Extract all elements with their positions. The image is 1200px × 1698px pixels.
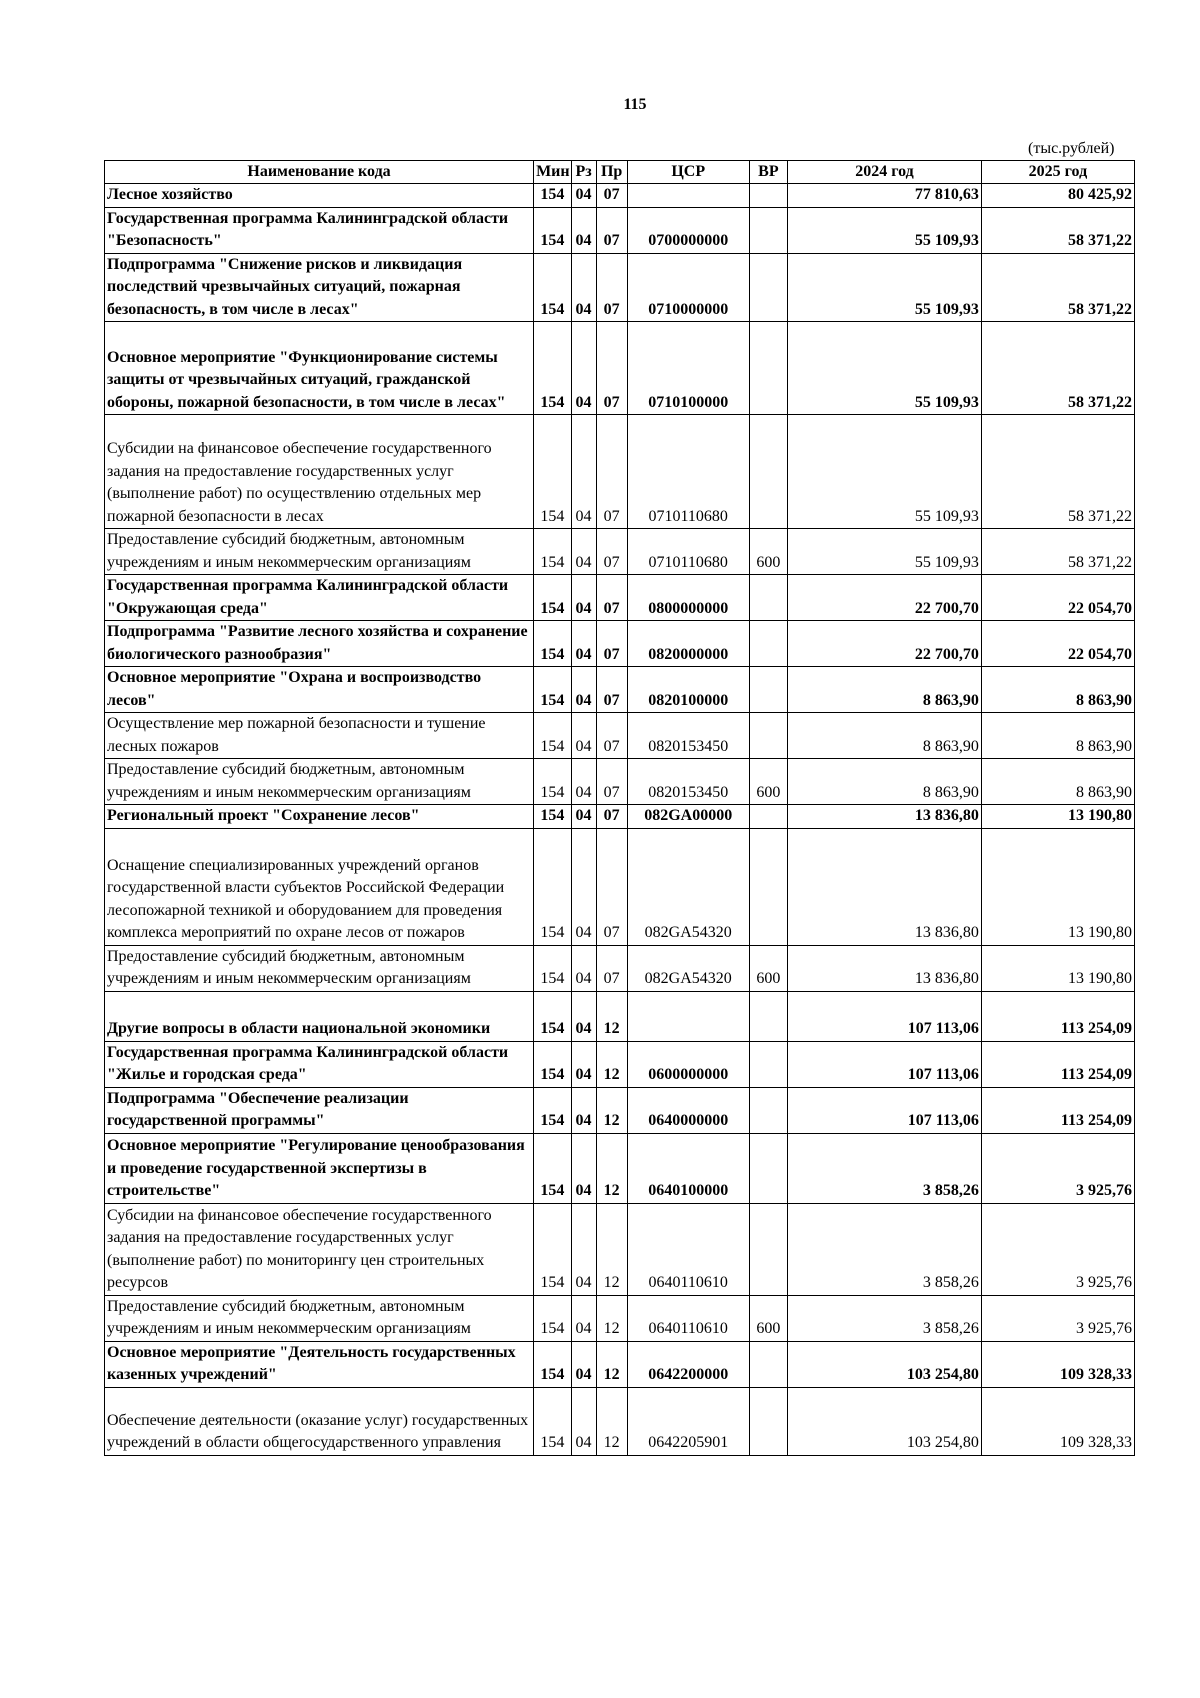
cell-csr: 0710110680 xyxy=(627,415,749,529)
cell-name: Государственная программа Калининградской области "Окружающая среда" xyxy=(105,575,534,621)
cell-csr: 0820153450 xyxy=(627,713,749,759)
cell-pr: 07 xyxy=(596,207,627,253)
cell-csr: 082GA00000 xyxy=(627,805,749,829)
cell-2025: 13 190,80 xyxy=(981,828,1134,945)
cell-pr: 07 xyxy=(596,253,627,322)
cell-name: Предоставление субсидий бюджетным, автономным учреждениям и иным некоммерческим организациям xyxy=(105,759,534,805)
cell-2025: 58 371,22 xyxy=(981,529,1134,575)
table-row xyxy=(105,1295,1135,1341)
cell-rz: 04 xyxy=(571,759,596,805)
cell-rz: 04 xyxy=(571,1203,596,1295)
table-row xyxy=(105,575,1135,621)
header-2025: 2025 год xyxy=(981,161,1134,184)
table-row xyxy=(105,1041,1135,1087)
cell-pr: 12 xyxy=(596,1295,627,1341)
header-2024: 2024 год xyxy=(788,161,982,184)
cell-vr xyxy=(749,805,788,829)
cell-csr: 082GA54320 xyxy=(627,945,749,991)
cell-csr: 082GA54320 xyxy=(627,828,749,945)
cell-csr: 0640110610 xyxy=(627,1203,749,1295)
cell-name: Государственная программа Калининградской области "Безопасность" xyxy=(105,207,534,253)
table-row xyxy=(105,621,1135,667)
header-name: Наименование кода xyxy=(105,161,534,184)
cell-min: 154 xyxy=(534,945,571,991)
table-row xyxy=(105,207,1135,253)
table-row xyxy=(105,253,1135,322)
cell-rz: 04 xyxy=(571,253,596,322)
cell-name: Государственная программа Калининградской области "Жилье и городская среда" xyxy=(105,1041,534,1087)
cell-pr: 07 xyxy=(596,529,627,575)
table-row xyxy=(105,184,1135,208)
cell-vr xyxy=(749,575,788,621)
cell-csr xyxy=(627,184,749,208)
cell-2025: 113 254,09 xyxy=(981,991,1134,1041)
cell-pr: 07 xyxy=(596,805,627,829)
cell-name: Региональный проект "Сохранение лесов" xyxy=(105,805,534,829)
cell-vr xyxy=(749,253,788,322)
cell-rz: 04 xyxy=(571,1041,596,1087)
cell-vr xyxy=(749,667,788,713)
cell-2025: 109 328,33 xyxy=(981,1387,1134,1455)
cell-rz: 04 xyxy=(571,415,596,529)
cell-2025: 8 863,90 xyxy=(981,667,1134,713)
cell-2024: 22 700,70 xyxy=(788,621,982,667)
cell-2024: 107 113,06 xyxy=(788,1087,982,1133)
cell-rz: 04 xyxy=(571,207,596,253)
cell-pr: 12 xyxy=(596,1041,627,1087)
cell-2025: 3 925,76 xyxy=(981,1295,1134,1341)
cell-min: 154 xyxy=(534,184,571,208)
cell-min: 154 xyxy=(534,1133,571,1203)
cell-name: Подпрограмма "Развитие лесного хозяйства и сохранение биологического разнообразия" xyxy=(105,621,534,667)
cell-2024: 107 113,06 xyxy=(788,991,982,1041)
cell-vr: 600 xyxy=(749,945,788,991)
cell-min: 154 xyxy=(534,253,571,322)
cell-rz: 04 xyxy=(571,1133,596,1203)
cell-rz: 04 xyxy=(571,945,596,991)
cell-2024: 103 254,80 xyxy=(788,1341,982,1387)
cell-min: 154 xyxy=(534,805,571,829)
cell-2025: 22 054,70 xyxy=(981,621,1134,667)
table-row xyxy=(105,667,1135,713)
cell-csr: 0820153450 xyxy=(627,759,749,805)
table-row xyxy=(105,415,1135,529)
cell-vr xyxy=(749,828,788,945)
cell-name: Подпрограмма "Обеспечение реализации государственной программы" xyxy=(105,1087,534,1133)
cell-name: Лесное хозяйство xyxy=(105,184,534,208)
cell-rz: 04 xyxy=(571,322,596,415)
cell-csr: 0640110610 xyxy=(627,1295,749,1341)
table-row xyxy=(105,1387,1135,1455)
cell-min: 154 xyxy=(534,828,571,945)
cell-2024: 103 254,80 xyxy=(788,1387,982,1455)
cell-vr xyxy=(749,1203,788,1295)
cell-vr: 600 xyxy=(749,529,788,575)
cell-name: Основное мероприятие "Деятельность государственных казенных учреждений" xyxy=(105,1341,534,1387)
cell-name: Основное мероприятие "Регулирование ценообразования и проведение государственной экспертизы в строительстве" xyxy=(105,1133,534,1203)
page-number: 115 xyxy=(623,96,647,113)
cell-2025: 3 925,76 xyxy=(981,1133,1134,1203)
cell-2024: 3 858,26 xyxy=(788,1203,982,1295)
cell-2024: 8 863,90 xyxy=(788,713,982,759)
cell-rz: 04 xyxy=(571,713,596,759)
cell-rz: 04 xyxy=(571,828,596,945)
table-header-row xyxy=(105,161,1135,184)
header-vr: ВР xyxy=(749,161,788,184)
cell-csr xyxy=(627,991,749,1041)
cell-min: 154 xyxy=(534,621,571,667)
cell-2024: 77 810,63 xyxy=(788,184,982,208)
table-row xyxy=(105,713,1135,759)
cell-min: 154 xyxy=(534,713,571,759)
cell-2025: 22 054,70 xyxy=(981,575,1134,621)
cell-pr: 07 xyxy=(596,621,627,667)
cell-csr: 0820000000 xyxy=(627,621,749,667)
table-row xyxy=(105,759,1135,805)
cell-vr xyxy=(749,415,788,529)
cell-2025: 58 371,22 xyxy=(981,253,1134,322)
cell-csr: 0642205901 xyxy=(627,1387,749,1455)
cell-rz: 04 xyxy=(571,529,596,575)
cell-2024: 55 109,93 xyxy=(788,322,982,415)
cell-pr: 12 xyxy=(596,1341,627,1387)
cell-pr: 07 xyxy=(596,828,627,945)
cell-pr: 07 xyxy=(596,575,627,621)
cell-min: 154 xyxy=(534,529,571,575)
cell-rz: 04 xyxy=(571,184,596,208)
cell-vr xyxy=(749,1341,788,1387)
units-note: (тыс.рублей) xyxy=(1028,140,1115,157)
cell-rz: 04 xyxy=(571,1295,596,1341)
cell-vr xyxy=(749,207,788,253)
cell-2025: 13 190,80 xyxy=(981,805,1134,829)
cell-vr xyxy=(749,184,788,208)
cell-pr: 12 xyxy=(596,991,627,1041)
cell-2025: 109 328,33 xyxy=(981,1341,1134,1387)
table-row xyxy=(105,322,1135,415)
cell-2024: 55 109,93 xyxy=(788,207,982,253)
cell-2025: 8 863,90 xyxy=(981,759,1134,805)
header-pr: Пр xyxy=(596,161,627,184)
cell-min: 154 xyxy=(534,667,571,713)
cell-min: 154 xyxy=(534,1387,571,1455)
cell-csr: 0800000000 xyxy=(627,575,749,621)
cell-2025: 113 254,09 xyxy=(981,1041,1134,1087)
cell-rz: 04 xyxy=(571,1087,596,1133)
cell-min: 154 xyxy=(534,991,571,1041)
cell-pr: 07 xyxy=(596,759,627,805)
cell-2025: 80 425,92 xyxy=(981,184,1134,208)
cell-2025: 58 371,22 xyxy=(981,322,1134,415)
cell-min: 154 xyxy=(534,322,571,415)
cell-vr: 600 xyxy=(749,759,788,805)
cell-2025: 113 254,09 xyxy=(981,1087,1134,1133)
cell-rz: 04 xyxy=(571,575,596,621)
cell-pr: 07 xyxy=(596,667,627,713)
table-row xyxy=(105,1341,1135,1387)
table-row xyxy=(105,828,1135,945)
cell-min: 154 xyxy=(534,1041,571,1087)
table-row xyxy=(105,1203,1135,1295)
cell-csr: 0600000000 xyxy=(627,1041,749,1087)
cell-pr: 07 xyxy=(596,415,627,529)
table-row xyxy=(105,991,1135,1041)
cell-vr xyxy=(749,1087,788,1133)
cell-rz: 04 xyxy=(571,1341,596,1387)
cell-min: 154 xyxy=(534,207,571,253)
cell-name: Оснащение специализированных учреждений органов государственной власти субъектов Российской Федерации лесопожарной техникой и оборудованием для проведения комплекса мероприятий по охране лесов от пожаров xyxy=(105,828,534,945)
cell-name: Обеспечение деятельности (оказание услуг) государственных учреждений в области общегосударственного управления xyxy=(105,1387,534,1455)
cell-pr: 12 xyxy=(596,1203,627,1295)
cell-csr: 0642200000 xyxy=(627,1341,749,1387)
cell-name: Осуществление мер пожарной безопасности и тушение лесных пожаров xyxy=(105,713,534,759)
header-rz: Рз xyxy=(571,161,596,184)
cell-min: 154 xyxy=(534,759,571,805)
cell-name: Основное мероприятие "Охрана и воспроизводство лесов" xyxy=(105,667,534,713)
cell-pr: 12 xyxy=(596,1133,627,1203)
header-min: Мин xyxy=(534,161,571,184)
cell-min: 154 xyxy=(534,415,571,529)
cell-name: Субсидии на финансовое обеспечение государственного задания на предоставление государственных услуг (выполнение работ) по мониторингу цен строительных ресурсов xyxy=(105,1203,534,1295)
cell-min: 154 xyxy=(534,575,571,621)
cell-rz: 04 xyxy=(571,621,596,667)
cell-vr xyxy=(749,322,788,415)
cell-csr: 0700000000 xyxy=(627,207,749,253)
cell-2024: 55 109,93 xyxy=(788,415,982,529)
cell-name: Другие вопросы в области национальной экономики xyxy=(105,991,534,1041)
cell-name: Подпрограмма "Снижение рисков и ликвидация последствий чрезвычайных ситуаций, пожарная безопасность, в том числе в лесах" xyxy=(105,253,534,322)
cell-vr: 600 xyxy=(749,1295,788,1341)
cell-vr xyxy=(749,991,788,1041)
cell-csr: 0710110680 xyxy=(627,529,749,575)
cell-min: 154 xyxy=(534,1087,571,1133)
table-row xyxy=(105,1133,1135,1203)
cell-vr xyxy=(749,713,788,759)
table-row xyxy=(105,1087,1135,1133)
cell-pr: 07 xyxy=(596,945,627,991)
cell-min: 154 xyxy=(534,1341,571,1387)
cell-2024: 3 858,26 xyxy=(788,1133,982,1203)
cell-2024: 8 863,90 xyxy=(788,667,982,713)
cell-pr: 12 xyxy=(596,1387,627,1455)
cell-min: 154 xyxy=(534,1295,571,1341)
cell-2024: 13 836,80 xyxy=(788,945,982,991)
cell-rz: 04 xyxy=(571,805,596,829)
header-csr: ЦСР xyxy=(627,161,749,184)
cell-name: Предоставление субсидий бюджетным, автономным учреждениям и иным некоммерческим организациям xyxy=(105,945,534,991)
cell-csr: 0820100000 xyxy=(627,667,749,713)
cell-pr: 07 xyxy=(596,322,627,415)
cell-vr xyxy=(749,1387,788,1455)
cell-2025: 8 863,90 xyxy=(981,713,1134,759)
cell-rz: 04 xyxy=(571,667,596,713)
cell-pr: 07 xyxy=(596,713,627,759)
cell-vr xyxy=(749,1133,788,1203)
cell-rz: 04 xyxy=(571,1387,596,1455)
cell-name: Основное мероприятие "Функционирование системы защиты от чрезвычайных ситуаций, гражданской обороны, пожарной безопасности, в том числе в лесах" xyxy=(105,322,534,415)
table-row xyxy=(105,529,1135,575)
cell-2024: 8 863,90 xyxy=(788,759,982,805)
table-row xyxy=(105,945,1135,991)
cell-csr: 0710100000 xyxy=(627,322,749,415)
cell-2024: 55 109,93 xyxy=(788,253,982,322)
cell-2024: 13 836,80 xyxy=(788,805,982,829)
cell-vr xyxy=(749,1041,788,1087)
cell-2025: 13 190,80 xyxy=(981,945,1134,991)
table-row xyxy=(105,805,1135,829)
cell-2024: 55 109,93 xyxy=(788,529,982,575)
cell-min: 154 xyxy=(534,1203,571,1295)
cell-vr xyxy=(749,621,788,667)
cell-2024: 22 700,70 xyxy=(788,575,982,621)
cell-2025: 3 925,76 xyxy=(981,1203,1134,1295)
budget-table xyxy=(104,160,1135,1456)
cell-name: Предоставление субсидий бюджетным, автономным учреждениям и иным некоммерческим организациям xyxy=(105,1295,534,1341)
cell-csr: 0710000000 xyxy=(627,253,749,322)
cell-2024: 13 836,80 xyxy=(788,828,982,945)
cell-name: Субсидии на финансовое обеспечение государственного задания на предоставление государственных услуг (выполнение работ) по осуществлению отдельных мер пожарной безопасности в лесах xyxy=(105,415,534,529)
cell-name: Предоставление субсидий бюджетным, автономным учреждениям и иным некоммерческим организациям xyxy=(105,529,534,575)
cell-2024: 3 858,26 xyxy=(788,1295,982,1341)
cell-2025: 58 371,22 xyxy=(981,207,1134,253)
cell-rz: 04 xyxy=(571,991,596,1041)
cell-2025: 58 371,22 xyxy=(981,415,1134,529)
cell-csr: 0640000000 xyxy=(627,1087,749,1133)
cell-csr: 0640100000 xyxy=(627,1133,749,1203)
cell-2024: 107 113,06 xyxy=(788,1041,982,1087)
cell-pr: 07 xyxy=(596,184,627,208)
cell-pr: 12 xyxy=(596,1087,627,1133)
